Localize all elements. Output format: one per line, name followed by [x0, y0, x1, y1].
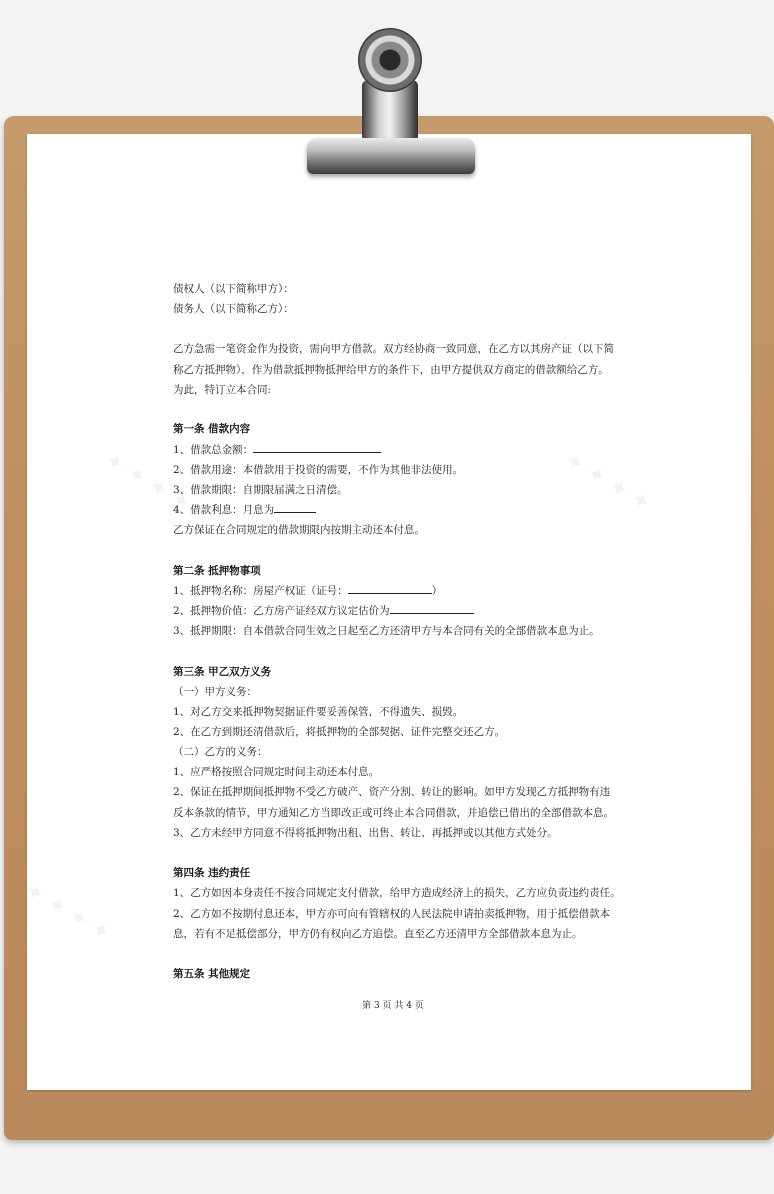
text-line: 1、对乙方交来抵押物契据证件要妥善保管，不得遗失、损毁。 — [173, 706, 464, 718]
section-heading: 第五条 其他规定 — [173, 968, 251, 980]
text-line: 1、抵押物名称：房屋产权证（证号： ） — [173, 585, 443, 597]
blank-underline — [348, 583, 432, 594]
text-line: （二）乙方的义务： — [173, 746, 268, 758]
watermark: ✦ ✦ ✦ ✦ — [560, 447, 655, 518]
text-line: 息，若有不足抵偿部分，甲方仍有权向乙方追偿。直至乙方还清甲方全部借款本息为止。 — [173, 928, 583, 940]
text-line: 称乙方抵押物），作为借款抵押物抵押给甲方的条件下，由甲方提供双方商定的借款额给乙方。 — [173, 364, 609, 376]
section-heading: 第三条 甲乙双方义务 — [173, 666, 272, 678]
section-heading: 第二条 抵押物事项 — [173, 565, 261, 577]
watermark: ✦ ✦ ✦ ✦ — [20, 877, 115, 948]
blank-underline — [253, 442, 381, 453]
text-line: 1、应严格按照合同规定时间主动还本付息。 — [173, 766, 380, 778]
blank-underline — [390, 603, 474, 614]
text-line: 2、乙方如不按期付息还本，甲方亦可向有管辖权的人民法院申请拍卖抵押物，用于抵偿借款本 — [173, 908, 611, 920]
text-line: 为此，特订立本合同: — [173, 384, 272, 396]
blank-underline — [274, 502, 316, 513]
text-line: 3、抵押期限：自本借款合同生效之日起至乙方还清甲方与本合同有关的全部借款本息为止。 — [173, 625, 600, 637]
binder-clip-base — [307, 138, 475, 174]
text-line: 2、借款用途：本借款用于投资的需要，不作为其他非法使用。 — [173, 464, 464, 476]
text-line: 债务人（以下简称乙方）： — [173, 303, 294, 315]
text-line: （一）甲方义务： — [173, 686, 257, 698]
text-line: 2、在乙方到期还清借款后，将抵押物的全部契据、证件完整交还乙方。 — [173, 726, 506, 738]
text-line: 3、乙方未经甲方同意不得将抵押物出租、出售、转让、再抵押或以其他方式处分。 — [173, 827, 558, 839]
section-heading: 第四条 违约责任 — [173, 867, 251, 879]
text-line: 2、保证在抵押期间抵押物不受乙方破产、资产分割、转让的影响。如甲方发现乙方抵押物有违 — [173, 786, 611, 798]
text-line: 1、乙方如因本身责任不按合同规定支付借款，给甲方造成经济上的损失，乙方应负责违约责任。 — [173, 887, 621, 899]
watermark: ✦ ✦ ✦ ✦ — [100, 447, 195, 518]
section-heading: 第一条 借款内容 — [173, 423, 251, 435]
binder-clip-ring — [358, 28, 422, 92]
text-line: 3、借款期限：自期限届满之日清偿。 — [173, 484, 348, 496]
text-line: 乙方保证在合同规定的借款期限内按期主动还本付息。 — [173, 524, 425, 536]
text-line: 1、借款总金额： — [173, 442, 381, 457]
text-line: 乙方急需一笔资金作为投资，需向甲方借款。双方经协商一致同意，在乙方以其房产证（以下简 — [173, 343, 614, 355]
text-line: 2、抵押物价值：乙方房产证经双方议定估价为 — [173, 603, 474, 618]
text-line: 债权人（以下简称甲方）： — [173, 283, 294, 295]
page-number: 第 3 页 共 4 页 — [362, 1001, 424, 1011]
text-line: 反本条款的情节，甲方通知乙方当即改正或可终止本合同借款，并追偿已借出的全部借款本息。 — [173, 807, 614, 819]
text-line: 4、借款利息：月息为 — [173, 502, 316, 517]
